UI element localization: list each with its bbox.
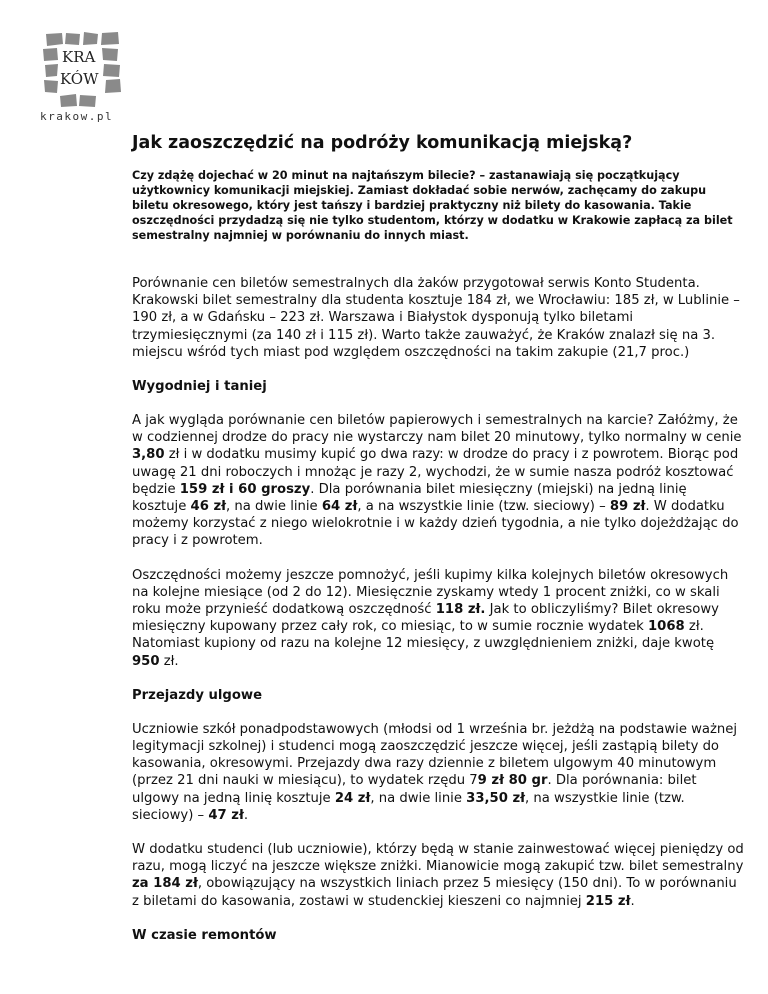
text-run: A jak wygląda porównanie cen biletów papierowych i semestralnych na karcie? Załóżmy, że w codziennej drodze do pracy nie wystarczy nam bilet 20 minutowy, tylko normalny w cenie [132,413,742,446]
text-run: W dodatku studenci (lub uczniowie), którzy będą w stanie zainwestować więcej pieniędzy od razu, mogą liczyć na jeszcze większe zniżki. Mianowicie mogą zakupić tzw. bilet semestralny [132,842,744,875]
text-run: , obowiązujący na wszystkich liniach przez 5 miesięcy (150 dni). To w porównaniu z biletami do kasowania, zostawi w studenckiej kieszeni co najmniej [132,876,737,909]
krakow-logo [40,30,132,122]
text-run: , na wszystkie linie (tzw. sieciowy) – [132,790,685,823]
heading-ulgowe: Przejazdy ulgowe [132,687,263,703]
text-run: Uczniowie szkół ponadpodstawowych (młodsi od 1 września br. jeżdżą na podstawie ważnej legitymacji szkolnej) i studenci mogą zaoszczędzić jeszcze więcej, jeśli zastąpią bilety do kasowania, okresowymi. Przejazdy dwa razy dziennie z biletem ulgowym 40 minutowym (przez 21 dni nauki w miesiącu), to wydatek rzędu 7 [132,721,738,789]
paragraph-savings [132,567,744,670]
logo-caption: krakow.pl [40,110,114,123]
bold-value: 215 zł [585,893,631,909]
krakow-logo-mark [40,30,132,110]
text-run: Jak to obliczyliśmy? Bilet okresowy miesięczny kupowany przez cały rok, co miesiąc, to w sumie rocznie wydatek [132,602,719,635]
paragraph-reduced-fares [132,721,744,824]
article [132,132,744,961]
text-run: . Dla porównania: bilet ulgowy na jedną linię kosztuje [132,773,697,806]
bold-value: 89 zł [609,499,646,515]
bold-value: 118 zł. [435,602,486,618]
bold-value: 159 zł i 60 groszy [179,481,311,497]
article-title: Jak zaoszczędzić na podróży komunikacją miejską? [132,133,633,153]
text-run: , na dwie linie [226,499,322,515]
paragraph-semestral-prices: Porównanie cen biletów semestralnych dla żaków przygotował serwis Konto Studenta. Krakowski bilet semestralny dla studenta kosztuje 184 zł, we Wrocławiu: 185 zł, w Lublinie – 190 zł, a w Gdańsku – 223 zł. Warszawa i Białystok dysponują tylko biletami trzymiesięcznymi (za 140 zł i 115 zł). Warto także zauważyć, że Kraków znalazł się na 3. miejscu wśród tych miast pod względem oszczędności na takim zakupie (21,7 proc.) [132,276,740,360]
text-run: , na dwie linie [370,790,467,806]
bold-value: 9 zł 80 gr [477,773,548,789]
heading-wygodniej: Wygodniej i taniej [132,379,267,395]
bold-value: 33,50 zł [466,790,526,806]
bold-value: 46 zł [190,499,227,515]
text-run: zł i w dodatku musimy kupić go dwa razy: w drodze do pracy i z powrotem. Biorąc pod uwagę 21 dni roboczych i mnożąc je razy 2, wychodzi, że w sumie nasza podróż kosztować będzie [132,447,739,497]
text-run: . [630,893,635,909]
paragraph-comparison [132,412,744,550]
article-lead: Czy zdążę dojechać w 20 minut na najtańszym bilecie? – zastanawiają się początkujący użytkownicy komunikacji miejskiej. Zamiast dokładać sobie nerwów, zachęcamy do zakupu biletu okresowego, który jest tańszy i bardziej praktyczny niż bilety do kasowania. Takie oszczędności przydadzą się nie tylko studentom, którzy w dodatku w Krakowie zapłacą za bilet semestralny najmniej w porównaniu do innych miast. [132,169,733,242]
text-run: . Dla porównania bilet miesięczny (miejski) na jedną linię kosztuje [132,481,687,515]
logo-letters-top: KRA [62,48,96,66]
text-run: zł. Natomiast kupiony od razu na kolejne 12 miesięcy, z uwzględnieniem zniżki, daje kwotę [132,619,715,652]
text-run: . [243,807,249,823]
paragraph-students [132,841,744,910]
bold-value: 24 zł [334,790,371,806]
bold-value: 47 zł [208,807,244,823]
heading-remonty: W czasie remontów [132,927,277,943]
bold-value: 1068 [647,619,685,635]
text-run: zł. [159,653,179,669]
bold-value: 3,80 [132,447,165,463]
bold-value: 950 [132,653,160,669]
text-run: Oszczędności możemy jeszcze pomnożyć, jeśli kupimy kilka kolejnych biletów okresowych na kolejne miesiące (od 2 do 12). Miesięcznie zyskamy wtedy 1 procent zniżki, co w skali roku może przynieść dodatkową oszczędność [132,567,729,618]
bold-value: za 184 zł [132,876,198,892]
bold-value: 64 zł [321,499,358,515]
text-run: , a na wszystkie linie (tzw. sieciowy) – [357,499,610,515]
logo-letters-bottom: KÓW [60,70,99,88]
text-run: . W dodatku możemy korzystać z niego wielokrotnie i w każdy dzień tygodnia, a nie tylko dojeżdżając do pracy i z powrotem. [132,499,739,549]
